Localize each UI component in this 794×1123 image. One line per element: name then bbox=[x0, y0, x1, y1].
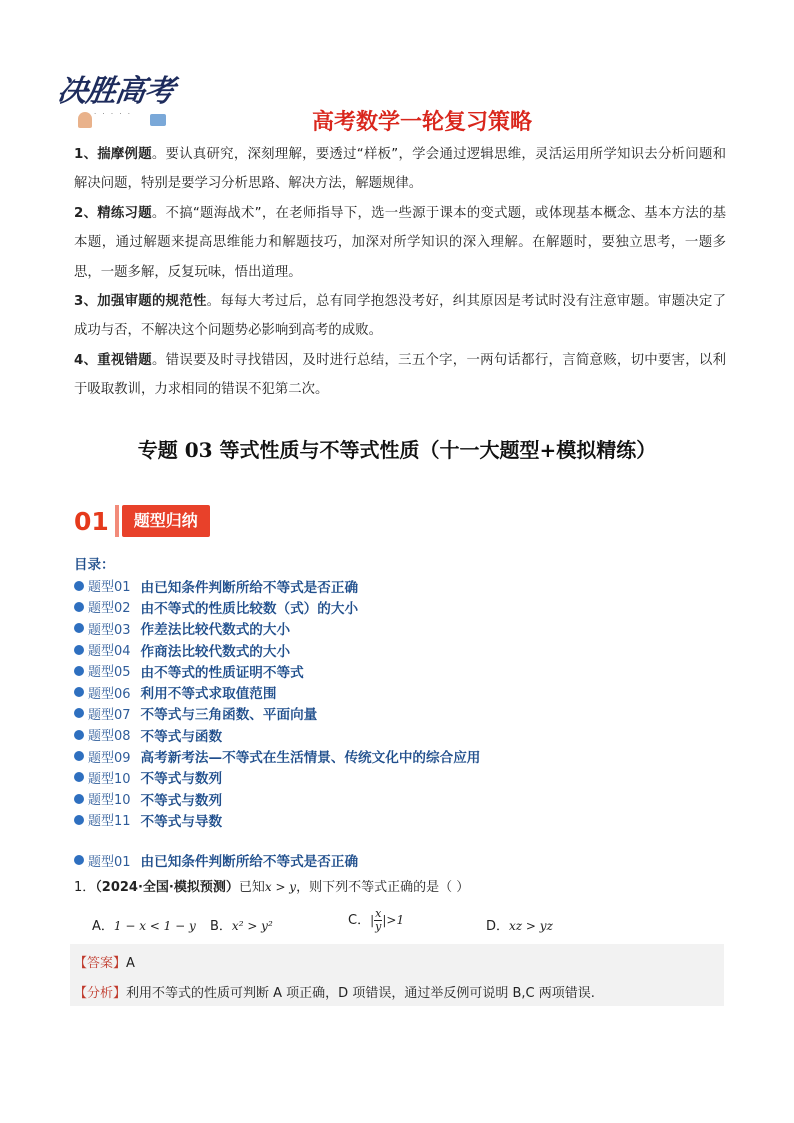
question-stem bbox=[74, 876, 469, 895]
toc-item[interactable] bbox=[74, 809, 734, 830]
toc-item-title: 作商法比较代数式的大小 bbox=[140, 643, 291, 660]
toc-item-title: 利用不等式求取值范围 bbox=[140, 686, 277, 703]
strategy-item-text: 。错误要及时寻找错因，及时进行总结，三五个字，一两句话都行，言简意赅，切中要害，以利于吸取教训，力求相同的错误不犯第二次。 bbox=[74, 352, 727, 398]
toc-item-title: 由不等式的性质证明不等式 bbox=[140, 664, 304, 681]
section-divider bbox=[115, 505, 119, 537]
option-letter: B． bbox=[210, 919, 232, 934]
analysis-tag: 【分析】 bbox=[74, 986, 127, 1001]
section-number: 01 bbox=[74, 506, 109, 536]
toc-item-tag: 题型07 bbox=[88, 707, 131, 723]
question-section-heading bbox=[74, 850, 358, 870]
question-section-title: 由已知条件判断所给不等式是否正确 bbox=[140, 854, 359, 870]
toc-item-tag: 题型05 bbox=[88, 665, 131, 681]
strategy-item bbox=[74, 140, 726, 199]
answer-box bbox=[70, 944, 724, 1006]
analysis-line bbox=[74, 982, 595, 1001]
toc-item-title: 不等式与导数 bbox=[140, 813, 223, 830]
answer-line bbox=[74, 952, 135, 971]
strategy-item bbox=[74, 287, 726, 346]
toc-item[interactable] bbox=[74, 788, 734, 809]
option-expr-suffix: |>1 bbox=[382, 913, 405, 927]
toc-item-tag: 题型03 bbox=[88, 622, 131, 638]
strategy-item-text: 。不搞“题海战术”，在老师指导下，选一些源于课本的变式题，或体现基本概念、基本方法的基本题，通过解题来提高思维能力和解题技巧，加深对所学知识的深入理解。在解题时，要独立思考，一题多思，一题多解，反复玩味，悟出道理。 bbox=[74, 205, 726, 280]
toc-item-tag: 题型10 bbox=[88, 793, 131, 809]
toc-item[interactable] bbox=[74, 575, 734, 596]
strategy-item-heading: 4、重视错题 bbox=[74, 352, 152, 368]
section-badge bbox=[74, 503, 210, 539]
strategy-item-heading: 2、精练习题 bbox=[74, 205, 152, 221]
bullet-dot-icon bbox=[74, 708, 84, 718]
option-letter: D． bbox=[486, 919, 510, 934]
toc-item[interactable] bbox=[74, 639, 734, 660]
toc-item-title: 由不等式的性质比较数（式）的大小 bbox=[140, 600, 359, 617]
toc-item[interactable] bbox=[74, 724, 734, 745]
option-a[interactable] bbox=[92, 915, 196, 934]
option-expr-prefix: | bbox=[370, 913, 375, 927]
question-number: 1． bbox=[74, 880, 96, 895]
bullet-dot-icon bbox=[74, 751, 84, 761]
option-expr: xz > yz bbox=[509, 919, 553, 933]
strategy-item-heading: 3、加强审题的规范性 bbox=[74, 294, 207, 310]
toc-heading: 目录： bbox=[74, 557, 115, 573]
strategy-item bbox=[74, 199, 726, 287]
option-c[interactable] bbox=[348, 908, 404, 933]
strategy-item-text: 。每每大考过后，总有同学抱怨没考好，纠其原因是考试时没有注意审题。审题决定了成功与否，不解决这个问题势必影响到高考的成败。 bbox=[74, 294, 726, 339]
question-condition: x > y bbox=[264, 880, 297, 894]
logo-text: 决胜高考 bbox=[55, 74, 176, 109]
main-title: 高考数学一轮复习策略 bbox=[311, 110, 532, 135]
toc-item-tag: 题型08 bbox=[88, 729, 131, 745]
strategy-item bbox=[74, 346, 726, 405]
option-d[interactable] bbox=[486, 915, 553, 934]
fraction-numerator: x bbox=[375, 907, 382, 920]
logo-subtitle: · · · · · bbox=[94, 110, 133, 118]
bullet-dot-icon bbox=[74, 794, 84, 804]
option-letter: A． bbox=[92, 919, 114, 934]
toc-item-tag: 题型06 bbox=[88, 686, 131, 702]
toc-item[interactable] bbox=[74, 596, 734, 617]
question-section-tag: 题型01 bbox=[88, 854, 131, 870]
answer-tag: 【答案】 bbox=[74, 956, 127, 971]
question-stem-before: 已知 bbox=[238, 880, 265, 895]
toc-item-tag: 题型02 bbox=[88, 601, 131, 617]
section-label: 题型归纳 bbox=[122, 505, 210, 537]
toc-item-title: 作差法比较代数式的大小 bbox=[140, 622, 291, 639]
toc-item[interactable] bbox=[74, 681, 734, 702]
table-of-contents bbox=[74, 553, 734, 831]
option-letter: C． bbox=[348, 913, 371, 928]
toc-item-title: 不等式与函数 bbox=[140, 728, 223, 745]
fraction-denominator: y bbox=[375, 920, 382, 933]
bullet-dot-icon bbox=[74, 815, 84, 825]
answer-options bbox=[92, 907, 712, 942]
bullet-dot-icon bbox=[74, 581, 84, 591]
toc-item-tag: 题型04 bbox=[88, 644, 131, 660]
option-expr: 1 − x < 1 − y bbox=[113, 919, 196, 933]
toc-item-title: 高考新考法—不等式在生活情景、传统文化中的综合应用 bbox=[140, 750, 481, 767]
question-stem-after: ，则下列不等式正确的是（ ） bbox=[296, 880, 470, 895]
question-source: （2024·全国·模拟预测） bbox=[95, 880, 239, 895]
toc-item[interactable] bbox=[74, 745, 734, 766]
bullet-dot-icon bbox=[74, 602, 84, 612]
toc-item[interactable] bbox=[74, 618, 734, 639]
option-b[interactable] bbox=[210, 915, 273, 934]
toc-item-title: 不等式与数列 bbox=[140, 771, 223, 788]
toc-item-title: 不等式与三角函数、平面向量 bbox=[140, 707, 318, 724]
answer-value: A bbox=[126, 956, 135, 971]
toc-item-tag: 题型01 bbox=[88, 580, 131, 596]
strategy-item-heading: 1、揣摩例题 bbox=[74, 147, 152, 162]
bullet-dot-icon bbox=[74, 730, 84, 740]
bullet-dot-icon bbox=[74, 666, 84, 676]
bullet-dot-icon bbox=[74, 772, 84, 782]
toc-item-title: 由已知条件判断所给不等式是否正确 bbox=[140, 579, 359, 596]
bullet-dot-icon bbox=[74, 645, 84, 655]
toc-item-tag: 题型09 bbox=[88, 750, 131, 766]
topic-title: 专题 03 等式性质与不等式性质（十一大题型+模拟精练） bbox=[137, 438, 657, 462]
analysis-text: 利用不等式的性质可判断 A 项正确，D 项错误，通过举反例可说明 B,C 两项错误. bbox=[126, 986, 595, 1001]
strategy-list bbox=[74, 140, 726, 405]
toc-item-tag: 题型10 bbox=[88, 771, 131, 787]
toc-item-tag: 题型11 bbox=[88, 814, 131, 830]
toc-item[interactable] bbox=[74, 660, 734, 681]
toc-item-title: 不等式与数列 bbox=[140, 792, 223, 809]
bullet-dot-icon bbox=[74, 623, 84, 633]
toc-item[interactable] bbox=[74, 767, 734, 788]
bullet-dot-icon bbox=[74, 687, 84, 697]
toc-item[interactable] bbox=[74, 703, 734, 724]
bullet-dot-icon bbox=[74, 855, 84, 865]
strategy-item-text: 。要认真研究，深刻理解，要透过“样板”，学会通过逻辑思维，灵活运用所学知识去分析问题和解决问题，特别是要学习分析思路、解决方法，解题规律。 bbox=[74, 147, 726, 192]
option-expr: x² > y² bbox=[231, 919, 273, 933]
